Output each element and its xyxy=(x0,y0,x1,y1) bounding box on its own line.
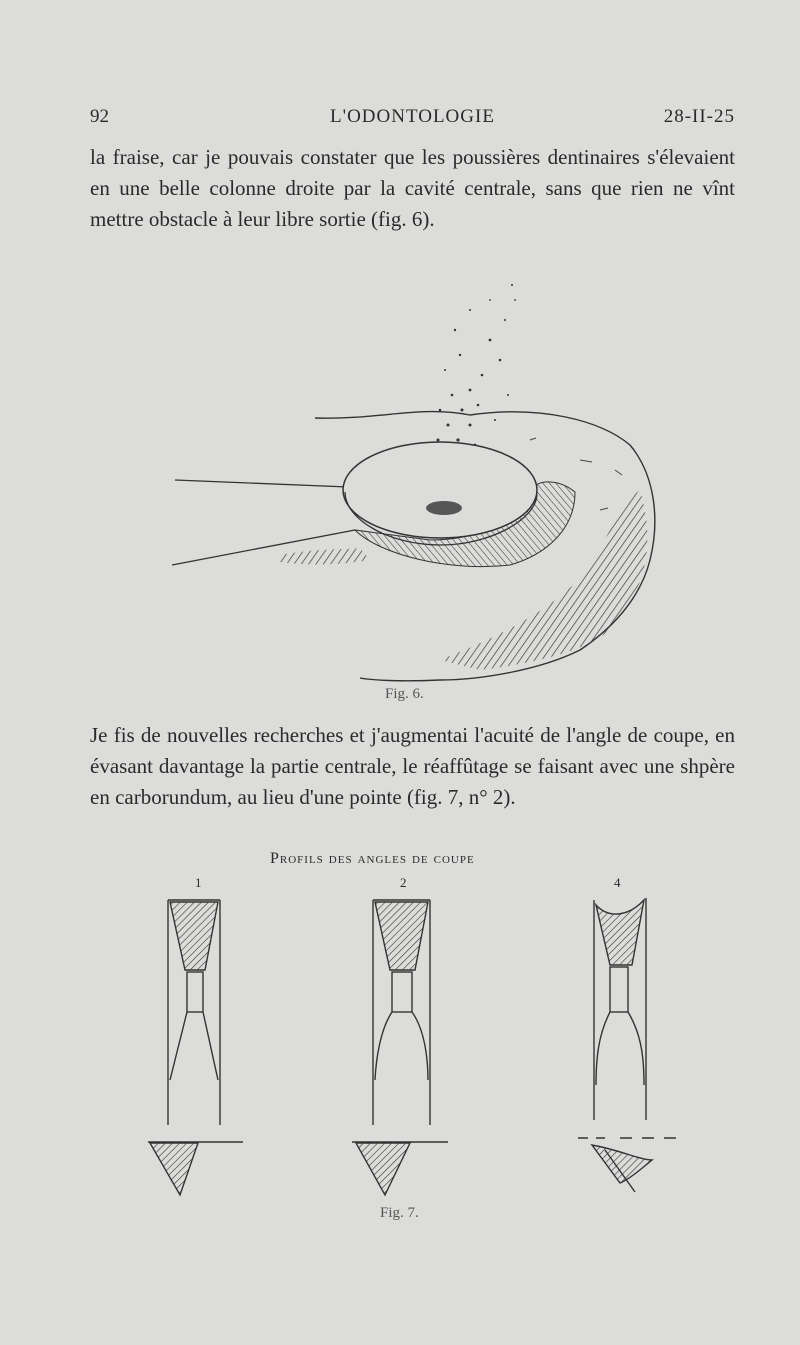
journal-title: L'ODONTOLOGIE xyxy=(330,106,495,127)
profile-label-4: 4 xyxy=(614,875,621,890)
paragraph-1: la fraise, car je pouvais constater que les poussières dentinaires s'élevaient en une belle colonne droite par la cavité centrale, sans que rien ne vînt mettre obstacle à leur libre sortie (fig. 6). xyxy=(90,145,735,231)
profile-label-2: 2 xyxy=(400,875,407,890)
issue-date: 28-II-25 xyxy=(663,106,735,127)
paragraph-2: Je fis de nouvelles recherches et j'augmentai l'acuité de l'angle de coupe, en évasant davantage la partie centrale, le réaffûtage se faisant avec une shpère en carborundum, au lieu d'une pointe (fig. 7, n° 2). xyxy=(90,723,735,809)
profile-4 xyxy=(578,898,682,1192)
page-number: 92 xyxy=(90,106,109,127)
figure-7-caption: Fig. 7. xyxy=(380,1205,419,1221)
profile-2 xyxy=(352,900,448,1195)
profile-label-1: 1 xyxy=(195,875,202,890)
figure-7-title: Profils des angles de coupe xyxy=(270,850,475,867)
profile-1 xyxy=(148,900,243,1195)
figure-6-caption: Fig. 6. xyxy=(385,686,424,702)
